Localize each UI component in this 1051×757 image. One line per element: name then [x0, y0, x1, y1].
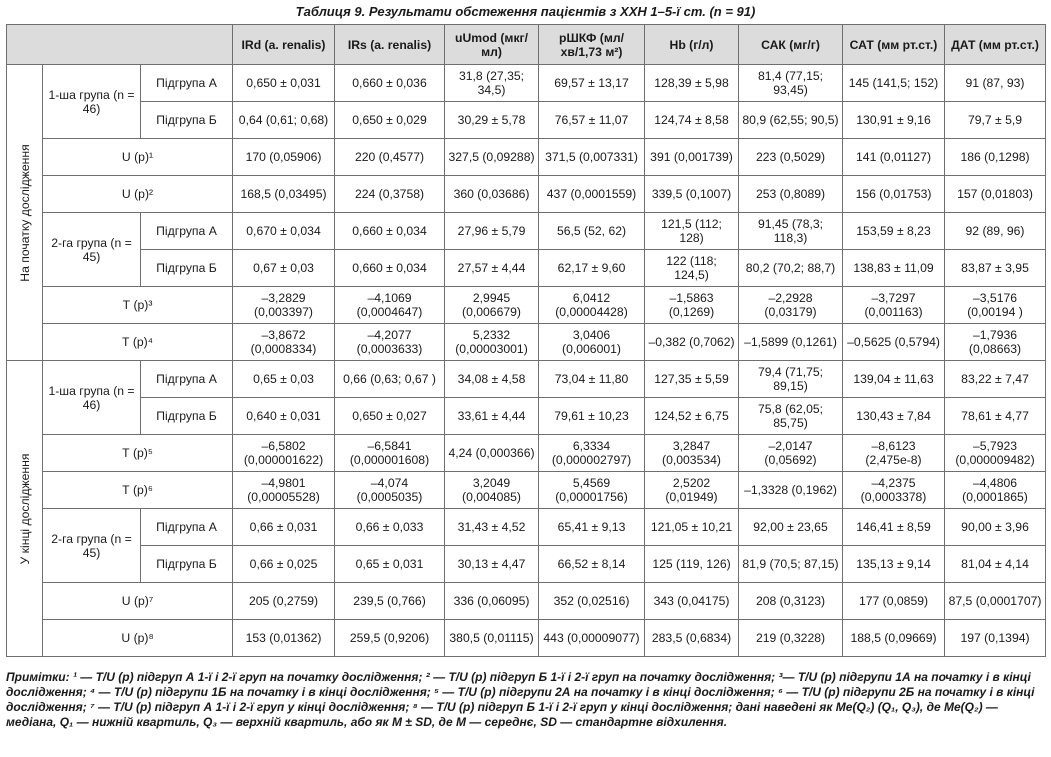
table-cell: 124,52 ± 6,75	[645, 398, 739, 435]
table-cell: 139,04 ± 11,63	[843, 361, 945, 398]
table-row	[7, 176, 1046, 213]
table-cell: 380,5 (0,01115)	[445, 620, 539, 657]
table-cell: 219 (0,3228)	[739, 620, 843, 657]
table-cell: 122 (118; 124,5)	[645, 250, 739, 287]
table-cell: 0,650 ± 0,027	[335, 398, 445, 435]
table-cell: 170 (0,05906)	[233, 139, 335, 176]
table-cell: 90,00 ± 3,96	[945, 509, 1046, 546]
table-row	[7, 287, 1046, 324]
table-cell: 205 (0,2759)	[233, 583, 335, 620]
table-cell: –1,5863 (0,1269)	[645, 287, 739, 324]
table-cell: 130,43 ± 7,84	[843, 398, 945, 435]
table-cell: 0,65 ± 0,03	[233, 361, 335, 398]
table-cell: 31,8 (27,35; 34,5)	[445, 65, 539, 102]
table-cell: 91 (87, 93)	[945, 65, 1046, 102]
table-cell: 0,650 ± 0,029	[335, 102, 445, 139]
table-cell: 339,5 (0,1007)	[645, 176, 739, 213]
table-cell: 197 (0,1394)	[945, 620, 1046, 657]
table-cell: 224 (0,3758)	[335, 176, 445, 213]
table-cell: 141 (0,01127)	[843, 139, 945, 176]
table-cell: 0,640 ± 0,031	[233, 398, 335, 435]
table-row	[7, 398, 1046, 435]
results-table	[6, 24, 1046, 657]
table-cell: 81,9 (70,5; 87,15)	[739, 546, 843, 583]
table-cell: 27,57 ± 4,44	[445, 250, 539, 287]
table-cell: 56,5 (52, 62)	[539, 213, 645, 250]
table-cell: 0,66 ± 0,033	[335, 509, 445, 546]
table-cell: 2,9945 (0,006679)	[445, 287, 539, 324]
table-cell: 34,08 ± 4,58	[445, 361, 539, 398]
table-cell: 128,39 ± 5,98	[645, 65, 739, 102]
table-cell: 371,5 (0,007331)	[539, 139, 645, 176]
table-cell: 352 (0,02516)	[539, 583, 645, 620]
table-cell: 208 (0,3123)	[739, 583, 843, 620]
column-header: Hb (г/л)	[645, 25, 739, 65]
table-cell: –0,5625 (0,5794)	[843, 324, 945, 361]
table-cell: 283,5 (0,6834)	[645, 620, 739, 657]
table-cell: 66,52 ± 8,14	[539, 546, 645, 583]
table-cell: 153,59 ± 8,23	[843, 213, 945, 250]
group-label: 2-га група (n = 45)	[43, 213, 141, 287]
table-cell: 65,41 ± 9,13	[539, 509, 645, 546]
table-row	[7, 250, 1046, 287]
table-cell: 360 (0,03686)	[445, 176, 539, 213]
table-cell: 5,2332 (0,00003001)	[445, 324, 539, 361]
table-cell: 336 (0,06095)	[445, 583, 539, 620]
table-cell: 127,35 ± 5,59	[645, 361, 739, 398]
stat-label: Т (р)⁶	[43, 472, 233, 509]
table-cell: 30,13 ± 4,47	[445, 546, 539, 583]
group-label: 1-ша група (n = 46)	[43, 361, 141, 435]
table-cell: 138,83 ± 11,09	[843, 250, 945, 287]
table-cell: 0,66 (0,63; 0,67 )	[335, 361, 445, 398]
table-cell: –2,0147 (0,05692)	[739, 435, 843, 472]
period-label-end: У кінці дослідження	[7, 361, 43, 657]
table-cell: 253 (0,8089)	[739, 176, 843, 213]
table-title: Таблиця 9. Результати обстеження пацієнтів з ХХН 1–5-ї ст. (n = 91)	[295, 4, 756, 19]
table-cell: –4,4806 (0,0001865)	[945, 472, 1046, 509]
table-cell: –2,2928 (0,03179)	[739, 287, 843, 324]
table-row	[7, 324, 1046, 361]
table-cell: 0,660 ± 0,034	[335, 250, 445, 287]
table-cell: 79,4 (71,75; 89,15)	[739, 361, 843, 398]
table-row	[7, 102, 1046, 139]
table-cell: 327,5 (0,09288)	[445, 139, 539, 176]
table-cell: 0,660 ± 0,036	[335, 65, 445, 102]
table-cell: 121,05 ± 10,21	[645, 509, 739, 546]
table-cell: 83,22 ± 7,47	[945, 361, 1046, 398]
header-empty-cell	[7, 25, 233, 65]
table-cell: –6,5802 (0,000001622)	[233, 435, 335, 472]
table-row	[7, 435, 1046, 472]
stat-label: U (р)²	[43, 176, 233, 213]
table-cell: –1,5899 (0,1261)	[739, 324, 843, 361]
group-label: 1-ша група (n = 46)	[43, 65, 141, 139]
table-cell: 3,0406 (0,006001)	[539, 324, 645, 361]
subgroup-label: Підгрупа Б	[141, 250, 233, 287]
stat-label: Т (р)³	[43, 287, 233, 324]
table-cell: 0,670 ± 0,034	[233, 213, 335, 250]
column-header: САК (мг/г)	[739, 25, 843, 65]
table-cell: 186 (0,1298)	[945, 139, 1046, 176]
column-header: САТ (мм рт.ст.)	[843, 25, 945, 65]
table-cell: 259,5 (0,9206)	[335, 620, 445, 657]
table-cell: 30,29 ± 5,78	[445, 102, 539, 139]
subgroup-label: Підгрупа Б	[141, 546, 233, 583]
table-cell: 135,13 ± 9,14	[843, 546, 945, 583]
table-cell: 188,5 (0,09669)	[843, 620, 945, 657]
table-cell: 0,650 ± 0,031	[233, 65, 335, 102]
table-cell: 121,5 (112; 128)	[645, 213, 739, 250]
table-cell: –0,382 (0,7062)	[645, 324, 739, 361]
table-cell: 6,3334 (0,000002797)	[539, 435, 645, 472]
table-cell: 153 (0,01362)	[233, 620, 335, 657]
table-cell: 87,5 (0,0001707)	[945, 583, 1046, 620]
period-label-start: На початку дослідження	[7, 65, 43, 361]
table-cell: 92 (89, 96)	[945, 213, 1046, 250]
table-cell: –3,8672 (0,0008334)	[233, 324, 335, 361]
table-cell: –4,9801 (0,00005528)	[233, 472, 335, 509]
table-cell: 239,5 (0,766)	[335, 583, 445, 620]
table-cell: 343 (0,04175)	[645, 583, 739, 620]
table-cell: 91,45 (78,3; 118,3)	[739, 213, 843, 250]
table-cell: 3,2847 (0,003534)	[645, 435, 739, 472]
subgroup-label: Підгрупа Б	[141, 102, 233, 139]
table-cell: 0,64 (0,61; 0,68)	[233, 102, 335, 139]
table-cell: 78,61 ± 4,77	[945, 398, 1046, 435]
table-cell: 80,9 (62,55; 90,5)	[739, 102, 843, 139]
column-header: IRs (a. renalis)	[335, 25, 445, 65]
table-cell: –3,2829 (0,003397)	[233, 287, 335, 324]
table-cell: 0,66 ± 0,025	[233, 546, 335, 583]
table-cell: 5,4569 (0,00001756)	[539, 472, 645, 509]
table-cell: 0,67 ± 0,03	[233, 250, 335, 287]
table-cell: 0,65 ± 0,031	[335, 546, 445, 583]
table-cell: 92,00 ± 23,65	[739, 509, 843, 546]
table-cell: 62,17 ± 9,60	[539, 250, 645, 287]
header-row	[7, 25, 1046, 65]
table-cell: 145 (141,5; 152)	[843, 65, 945, 102]
table-cell: 69,57 ± 13,17	[539, 65, 645, 102]
table-cell: 4,24 (0,000366)	[445, 435, 539, 472]
table-row	[7, 213, 1046, 250]
table-cell: –3,5176 (0,00194 )	[945, 287, 1046, 324]
table-cell: 83,87 ± 3,95	[945, 250, 1046, 287]
subgroup-label: Підгрупа А	[141, 361, 233, 398]
table-cell: 130,91 ± 9,16	[843, 102, 945, 139]
table-cell: –4,2375 (0,0003378)	[843, 472, 945, 509]
stat-label: Т (р)⁴	[43, 324, 233, 361]
table-cell: 27,96 ± 5,79	[445, 213, 539, 250]
column-header: uUmod (мкг/мл)	[445, 25, 539, 65]
table-cell: 124,74 ± 8,58	[645, 102, 739, 139]
table-cell: 0,660 ± 0,034	[335, 213, 445, 250]
table-cell: 443 (0,00009077)	[539, 620, 645, 657]
table-cell: 80,2 (70,2; 88,7)	[739, 250, 843, 287]
subgroup-label: Підгрупа А	[141, 509, 233, 546]
stat-label: U (р)⁷	[43, 583, 233, 620]
table-cell: –4,074 (0,0005035)	[335, 472, 445, 509]
table-cell: 3,2049 (0,004085)	[445, 472, 539, 509]
table-cell: –4,2077 (0,0003633)	[335, 324, 445, 361]
table-cell: 157 (0,01803)	[945, 176, 1046, 213]
column-header: рШКФ (мл/хв/1,73 м²)	[539, 25, 645, 65]
table-row	[7, 361, 1046, 398]
table-cell: 76,57 ± 11,07	[539, 102, 645, 139]
table-cell: 79,61 ± 10,23	[539, 398, 645, 435]
table-cell: 6,0412 (0,00004428)	[539, 287, 645, 324]
table-cell: –3,7297 (0,001163)	[843, 287, 945, 324]
table-row	[7, 139, 1046, 176]
table-cell: –6,5841 (0,000001608)	[335, 435, 445, 472]
column-header: IRd (a. renalis)	[233, 25, 335, 65]
table-cell: 2,5202 (0,01949)	[645, 472, 739, 509]
table-cell: 33,61 ± 4,44	[445, 398, 539, 435]
table-cell: 177 (0,0859)	[843, 583, 945, 620]
table-cell: 146,41 ± 8,59	[843, 509, 945, 546]
table-cell: 73,04 ± 11,80	[539, 361, 645, 398]
table-cell: 220 (0,4577)	[335, 139, 445, 176]
subgroup-label: Підгрупа А	[141, 213, 233, 250]
table-cell: 81,04 ± 4,14	[945, 546, 1046, 583]
table-cell: 75,8 (62,05; 85,75)	[739, 398, 843, 435]
table-cell: 81,4 (77,15; 93,45)	[739, 65, 843, 102]
table-cell: –4,1069 (0,0004647)	[335, 287, 445, 324]
table-cell: 168,5 (0,03495)	[233, 176, 335, 213]
table-cell: 223 (0,5029)	[739, 139, 843, 176]
stat-label: U (р)⁸	[43, 620, 233, 657]
table-footnote: Примітки: ¹ — T/U (р) підгруп А 1-ї і 2-ї груп на початку дослідження; ² — T/U (р) підгруп Б 1-ї і 2-ї груп на початку дослідження; ³— T/U (р) підгрупи 1А на початку і в кінці дослідження; ⁴ — T/U (р) підгрупи 1Б на початку і в кінці дослідження; ⁵ — T/U (р) підгрупи 2А на початку і в кінці дослідження; ⁶ — T/U (р) підгрупи 2Б на початку і в кінці дослідження; ⁷ — T/U (р) підгруп А 1-ї і 2-ї груп у кінці дослідження; ⁸ — T/U (р) підгруп Б 1-ї і 2-ї груп у кінці дослідження; дані наведені як Me(Q₂) (Q₁, Q₃), де Me(Q₂) — медіана, Q₁ — нижній квартиль, Q₃ — верхній квартиль, або як М ± SD, де М — середнє, SD — стандартне відхилення.	[6, 670, 1035, 729]
table-cell: 437 (0,0001559)	[539, 176, 645, 213]
stat-label: U (р)¹	[43, 139, 233, 176]
table-cell: –8,6123 (2,475е-8)	[843, 435, 945, 472]
table-row	[7, 620, 1046, 657]
table-cell: 125 (119, 126)	[645, 546, 739, 583]
column-header: ДАТ (мм рт.ст.)	[945, 25, 1046, 65]
table-cell: 79,7 ± 5,9	[945, 102, 1046, 139]
table-row	[7, 546, 1046, 583]
table-row	[7, 509, 1046, 546]
table-cell: –5,7923 (0,000009482)	[945, 435, 1046, 472]
group-label: 2-га група (n = 45)	[43, 509, 141, 583]
subgroup-label: Підгрупа А	[141, 65, 233, 102]
stat-label: Т (р)⁵	[43, 435, 233, 472]
table-cell: 391 (0,001739)	[645, 139, 739, 176]
table-row	[7, 65, 1046, 102]
table-cell: –1,3328 (0,1962)	[739, 472, 843, 509]
table-cell: 156 (0,01753)	[843, 176, 945, 213]
table-row	[7, 472, 1046, 509]
table-cell: 31,43 ± 4,52	[445, 509, 539, 546]
table-row	[7, 583, 1046, 620]
table-cell: 0,66 ± 0,031	[233, 509, 335, 546]
table-cell: –1,7936 (0,08663)	[945, 324, 1046, 361]
subgroup-label: Підгрупа Б	[141, 398, 233, 435]
